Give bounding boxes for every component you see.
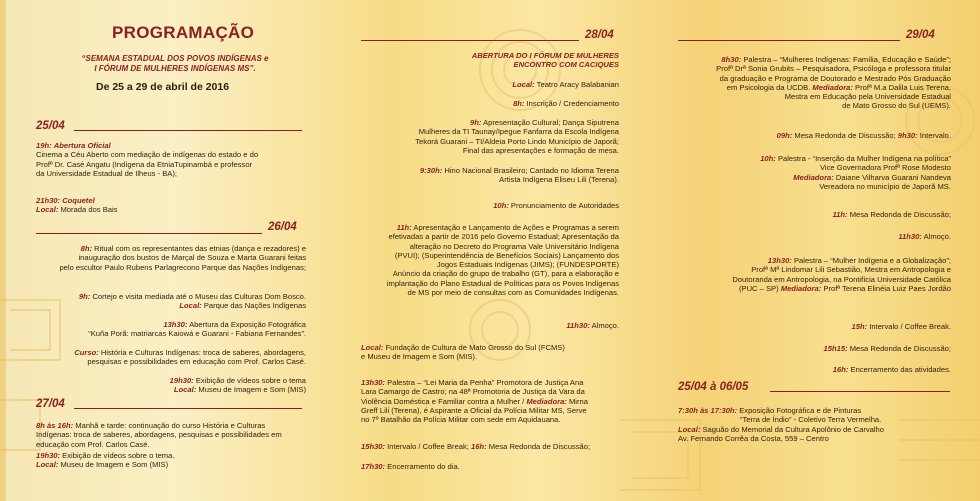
event-time: 11h30: xyxy=(898,232,922,241)
event-text: Daiane Vilharva Guarani Nandeva xyxy=(833,172,951,182)
location-label: Local: xyxy=(512,80,535,89)
event-time: 13h30: xyxy=(767,256,792,265)
event-text: Vice Governadora Profª Rose Modesto xyxy=(820,163,951,173)
event-text: Apresentação Cultural; Dança Siputrena xyxy=(481,118,619,127)
location-text: Parque das Nações Indígenas xyxy=(201,301,306,311)
location-text: Teatro Aracy Balabanian xyxy=(534,80,619,89)
event-text: Almoço. xyxy=(589,321,619,330)
event-block xyxy=(361,343,565,362)
event-block xyxy=(852,322,951,331)
event-time: 21h30: xyxy=(36,196,61,205)
event-time: 11h: xyxy=(832,210,848,219)
event-text: Hino Nacional Brasileiro; Cantado no Idioma Terena xyxy=(442,166,619,175)
day-heading-26-04: 26/04 xyxy=(268,221,297,233)
event-text: Palestra – “Mulher Indígena e a Globalização”; xyxy=(791,256,951,265)
event-time: 8h: xyxy=(513,99,525,108)
event-subtitle xyxy=(50,54,300,74)
forum-heading-line: ABERTURA DO I FÓRUM DE MULHERES xyxy=(471,51,619,60)
event-time: 8h30: xyxy=(721,55,742,64)
event-text: implantação do Plano Estadual de Políticas para os Povos Indígenas xyxy=(386,278,619,288)
location-label: Local: xyxy=(173,385,197,395)
location-text: Fundação de Cultura de Mato Grosso do Sul (FCMS) xyxy=(383,343,565,352)
event-time: 16h: xyxy=(832,365,849,374)
divider xyxy=(36,233,262,234)
event-text: educação com Prof. Carlos Casé. xyxy=(36,439,150,449)
event-block xyxy=(170,376,306,395)
location-label: Local: xyxy=(678,424,701,434)
event-time: 15h30: xyxy=(361,442,386,451)
event-text: Apresentação e Lançamento de Ações e Programas a serem xyxy=(411,223,619,232)
event-text: Cortejo e visita mediada até o Museu das Culturas Dom Bosco. xyxy=(90,292,306,301)
event-time: 16h: xyxy=(471,442,487,451)
event-time: 10h: xyxy=(760,154,776,163)
column-middle xyxy=(355,0,623,501)
location-label: Local: xyxy=(36,205,59,215)
event-block xyxy=(824,344,951,353)
event-text: Vereadora no município de Japorã MS. xyxy=(819,181,951,191)
event-block xyxy=(678,406,884,443)
event-block xyxy=(777,131,951,140)
event-time: 9h: xyxy=(469,118,482,127)
event-block xyxy=(361,442,590,451)
divider xyxy=(74,408,302,409)
event-block xyxy=(88,320,306,339)
day-heading-27-04: 27/04 xyxy=(36,398,65,410)
event-text: Jogos Estaduais Indígenas (JIMS); (FUNDESPORTE) xyxy=(436,260,619,270)
event-block xyxy=(716,55,951,111)
event-text: Tekorá Guarani – TI/Aldeia Porto Lindo Município de Japorã; xyxy=(415,136,619,146)
event-time: Curso: xyxy=(74,348,99,357)
event-text: efetivadas a partir de 2016 pelo Governo Estadual; Apresentação da xyxy=(388,232,619,242)
column-right xyxy=(670,0,955,501)
event-block xyxy=(36,196,117,215)
forum-heading-line: ENCONTRO COM CACIQUES xyxy=(513,60,619,70)
event-time: 15h: xyxy=(851,322,868,331)
event-block xyxy=(36,451,174,470)
event-text: Pronunciamento de Autoridades xyxy=(508,201,619,210)
event-text: Palestra – “Lei Maria da Penha” Promotora de Justiça Ana xyxy=(385,378,584,387)
event-text: Abertura da Exposição Fotográfica xyxy=(187,320,306,329)
event-text: Final das apresentações e formação de mesa. xyxy=(462,145,619,155)
event-time: 11h: xyxy=(396,223,412,232)
event-block xyxy=(387,223,619,297)
event-text: da Universidade Estadual de Ilheus - BA); xyxy=(36,168,177,178)
event-text: da graduação e Programa de Doutorado e Mestrado Pós Graduação xyxy=(719,73,951,83)
event-text: Mesa Redonda de Discussão; xyxy=(486,442,591,451)
event-text: Mesa Redonda de Discussão; xyxy=(847,210,951,219)
event-time: 8h: xyxy=(80,244,92,253)
event-text: Mulheres da TI Taunay/Ipegue Fanfarra da Escola Indígena xyxy=(418,127,619,137)
event-text: “Terra de Índio” - Coletivo Terra Vermelha. xyxy=(740,415,882,425)
event-block xyxy=(79,292,306,311)
event-time: 13h30: xyxy=(361,378,386,387)
event-text: História e Culturas Indígenas: troca de saberes, abordagens, xyxy=(98,348,306,357)
event-text: Mestra em Educação pela Universidade Estadual xyxy=(784,92,951,102)
location-line xyxy=(512,80,619,89)
event-block xyxy=(361,378,588,424)
event-text: Ritual com os representantes das etnias (dança e rezadores) e xyxy=(91,244,306,253)
day-heading-29-04: 29/04 xyxy=(906,29,935,41)
mediator-label: Mediadora: xyxy=(526,396,567,406)
event-text: Lara Camargo de Castro; na 48ª Promotoria de Justiça da Vara da xyxy=(361,387,585,397)
location-label: Local: xyxy=(179,301,202,311)
event-dates: De 25 a 29 de abril de 2016 xyxy=(96,81,230,93)
divider xyxy=(770,391,950,392)
event-time: 9h: xyxy=(78,292,91,301)
event-text: (PUC – SP) xyxy=(738,283,781,293)
event-text: alteração no Decreto do Programa Vale Universitário Indígena xyxy=(409,241,619,251)
event-time: 19h: xyxy=(36,141,52,150)
event-text: de MS por meio de consultas com as Comunidades Indígenas. xyxy=(407,288,619,298)
event-text: Palestra - “Inserção da Mulher Indígena na política” xyxy=(775,154,951,163)
subtitle-line: I FÓRUM DE MULHERES INDÍGENAS MS”. xyxy=(94,64,256,73)
event-text: Exibição de vídeos sobre o tema xyxy=(193,376,306,385)
event-block xyxy=(36,421,282,449)
event-text: Encerramento das atividades. xyxy=(848,365,951,374)
event-text: Inscrição / Credenciamento xyxy=(524,99,619,108)
event-time: 19h30: xyxy=(169,376,194,385)
event-block xyxy=(566,321,619,330)
event-block xyxy=(361,462,460,471)
day-heading-range: 25/04 à 06/05 xyxy=(678,381,749,393)
event-text: pesquisas e possibilidades em educação com Prof. Carlos Casé. xyxy=(87,357,306,367)
event-block xyxy=(59,244,306,272)
day-heading-25-04: 25/04 xyxy=(36,120,65,132)
location-text: Museu de Imagem e Som (MIS) xyxy=(58,460,169,470)
event-text: em Psicologia da UCDB. xyxy=(726,82,813,92)
event-text: Encerramento do dia. xyxy=(385,462,460,471)
event-text: Artista Indígena Eliseu Lili (Terena). xyxy=(499,175,619,185)
event-text: Profª Terena Elinéia Luiz Paes Jordão xyxy=(821,283,951,293)
event-block xyxy=(74,348,306,367)
mediator-label: Mediadora: xyxy=(780,283,822,293)
event-title: Coquetel xyxy=(62,196,95,205)
event-text: Profª M.a Dalila Luis Terena, xyxy=(852,82,951,92)
event-text: Intervalo / Coffee Break; xyxy=(385,442,472,451)
event-text: Doutoranda em Antropologia, na Pontifícia Universidade Católica xyxy=(732,274,951,284)
event-text: de Mato Grosso do Sul (UEMS). xyxy=(842,101,951,111)
event-text: Profª Mª Lindomar Lili Sebastião, Mestra em Antropologia e xyxy=(751,265,951,275)
mediator-label: Mediadora: xyxy=(793,172,834,182)
event-text: Mesa Redonda de Discussão; xyxy=(792,131,898,140)
location-text: e Museu de Imagem e Som (MIS). xyxy=(361,352,478,362)
event-time: 09h: xyxy=(776,131,793,140)
event-time: 10h: xyxy=(493,201,509,210)
divider xyxy=(361,40,579,41)
event-time: 9:30h: xyxy=(419,166,443,175)
location-label: Local: xyxy=(361,343,384,352)
event-text: Intervalo / Coffee Break. xyxy=(867,322,951,331)
event-text: inauguração dos bustos de Marçal de Souza e Marta Guarani feitas xyxy=(78,253,306,263)
event-time: 8h às 16h: xyxy=(36,421,74,430)
subtitle-line: “SEMANA ESTADUAL DOS POVOS INDÍGENAS e xyxy=(81,54,269,63)
event-block xyxy=(36,141,258,178)
event-text: Indígenas: troca de saberes, abordagens, pesquisas e possibilidades em xyxy=(36,430,282,440)
event-block xyxy=(732,256,951,293)
event-block xyxy=(760,154,951,191)
event-block xyxy=(415,118,619,155)
event-text: no 7º Batalhão da Polícia Militar com sede em Aquidauana. xyxy=(361,415,561,425)
event-block xyxy=(833,365,951,374)
event-time: 13h30: xyxy=(163,320,188,329)
event-text: Almoço. xyxy=(921,232,951,241)
page-title: PROGRAMAÇÃO xyxy=(112,23,255,42)
event-block xyxy=(898,232,951,241)
event-text: Exibição de vídeos sobre o tema. xyxy=(60,451,175,460)
event-block xyxy=(493,201,619,210)
event-text: Greff Lili (Terena), é Aspirante a Oficial da Polícia Militar MS, Serve xyxy=(361,405,587,415)
event-time: 7:30h às 17:30h: xyxy=(678,406,738,415)
event-text: Mesa Redonda de Discussão; xyxy=(847,344,951,353)
event-text: Profª Drª Sonia Grubits – Pesquisadora, Psicóloga e professora titular xyxy=(716,64,951,74)
location-text: Saguão do Memorial da Cultura Apolônio de Carvalho xyxy=(700,424,885,434)
event-text: Manhã e tarde: continuação do curso História e Culturas xyxy=(73,421,266,430)
event-block xyxy=(420,166,619,185)
event-time: 17h30: xyxy=(361,462,386,471)
event-text: Intervalo. xyxy=(917,131,951,140)
forum-heading xyxy=(472,51,619,70)
event-text: “Kuña Porã: matriarcas Kaiowá e Guarani - Fabiana Fernandes”. xyxy=(88,329,306,339)
event-block xyxy=(513,99,619,108)
event-title: Abertura Oficial xyxy=(53,141,111,150)
event-time: 15h15: xyxy=(823,344,848,353)
column-left xyxy=(0,0,320,501)
divider xyxy=(678,40,900,41)
event-text: Exposição Fotográfica e de Pinturas xyxy=(737,406,862,415)
event-time: 11h30: xyxy=(566,321,590,330)
event-text: Anúncio da criação do grupo de trabalho (GT), para a elaboração e xyxy=(392,269,619,279)
event-text: Violência Doméstica e Familiar contra a Mulher / xyxy=(361,396,527,406)
day-heading-28-04: 28/04 xyxy=(585,29,614,41)
event-time: 9h30: xyxy=(897,131,918,140)
event-block xyxy=(833,210,951,219)
event-text: pelo escultor Paulo Rubens Parlagrecono Parque das Nações Indígenas; xyxy=(59,262,306,272)
location-text: Morada dos Bais xyxy=(58,205,118,215)
location-label: Local: xyxy=(36,460,59,470)
event-text: (PVUI); (Superintendência de Benefícios Sociais) Lançamento dos xyxy=(394,250,619,260)
event-text: Av. Fernando Corrêa da Costa, 559 – Centro xyxy=(678,433,829,443)
event-time: 19h30: xyxy=(36,451,61,460)
location-text: Museu de Imagem e Som (MIS) xyxy=(196,385,306,395)
mediator-label: Mediadora: xyxy=(812,82,853,92)
event-text: Cinema a Céu Aberto com mediação de indígenas do estado e do xyxy=(36,150,259,160)
event-text: Palestra – “Mulheres Indígenas: Família, Educação e Saúde”; xyxy=(741,55,951,64)
event-text: Profº Dr. Casé Angatu (Indígena da EtniaTupinambá e professor xyxy=(36,159,253,169)
divider xyxy=(74,130,302,131)
event-text: Mirna xyxy=(566,396,588,406)
